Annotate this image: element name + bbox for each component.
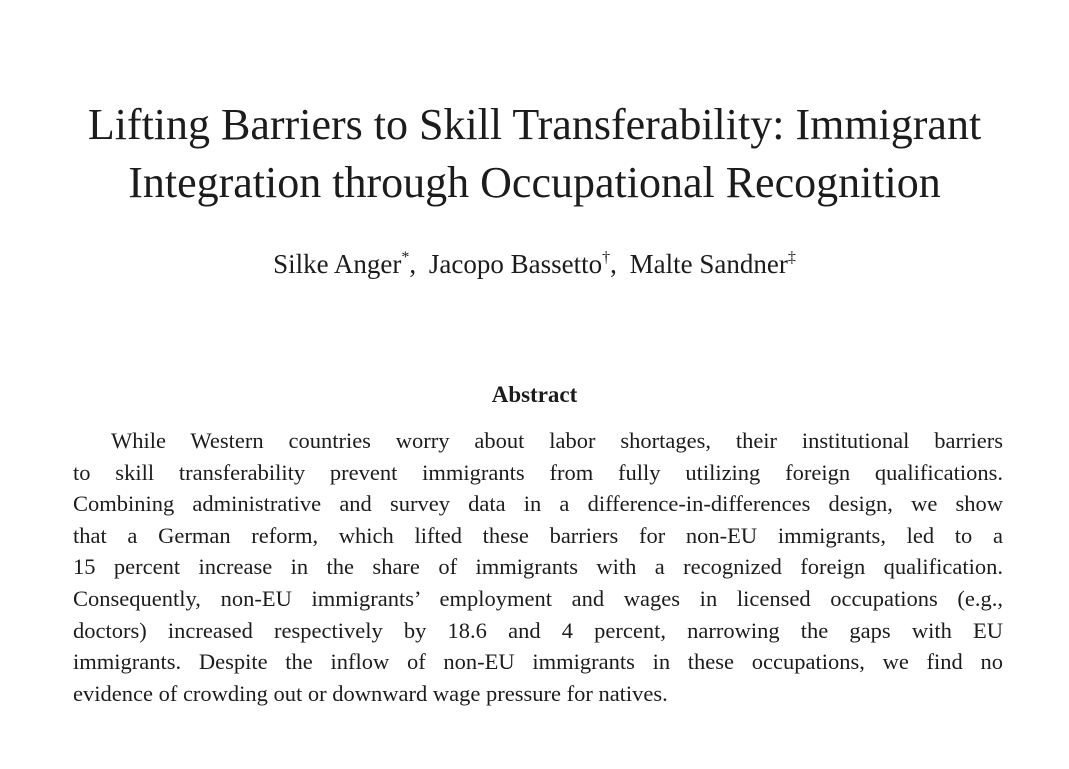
abstract-line: evidence of crowding out or downward wage pressure for natives. xyxy=(73,680,668,706)
author-footnote-mark[interactable]: ‡ xyxy=(787,249,796,266)
author-footnote-mark[interactable]: * xyxy=(401,249,410,266)
abstract-line: 15 percent increase in the share of immigrants with a recognized foreign qualification. xyxy=(73,554,1003,580)
abstract-line: Combining administrative and survey data in a difference-in-differences design, we show xyxy=(73,491,1003,517)
author-name: Jacopo Bassetto xyxy=(428,249,603,279)
author-footnote-mark[interactable]: † xyxy=(602,249,611,266)
abstract-text xyxy=(73,425,1003,709)
author-list: Silke Anger*, Jacopo Bassetto†, Malte Sandner‡ xyxy=(273,249,796,279)
abstract-line: While Western countries worry about labor shortages, their institutional barriers xyxy=(111,428,1003,453)
abstract-line: immigrants. Despite the inflow of non-EU immigrants in these occupations, we find no xyxy=(73,649,1003,675)
abstract-line: Consequently, non-EU immigrants’ employment and wages in licensed occupations (e.g., xyxy=(73,585,1003,611)
title-line-2: Integration through Occupational Recognition xyxy=(128,158,941,207)
abstract-line: doctors) increased respectively by 18.6 and 4 percent, narrowing the gaps with EU xyxy=(73,617,1003,643)
abstract-heading: Abstract xyxy=(491,382,578,407)
title-line-1: Lifting Barriers to Skill Transferability: Immigrant xyxy=(87,100,982,149)
author-name: Malte Sandner xyxy=(629,249,788,279)
paper-title xyxy=(0,96,1069,212)
abstract-line: to skill transferability prevent immigrants from fully utilizing foreign qualifications. xyxy=(73,459,1003,485)
abstract-line: that a German reform, which lifted these barriers for non-EU immigrants, led to a xyxy=(73,522,1003,548)
author-name: Silke Anger xyxy=(273,249,402,279)
